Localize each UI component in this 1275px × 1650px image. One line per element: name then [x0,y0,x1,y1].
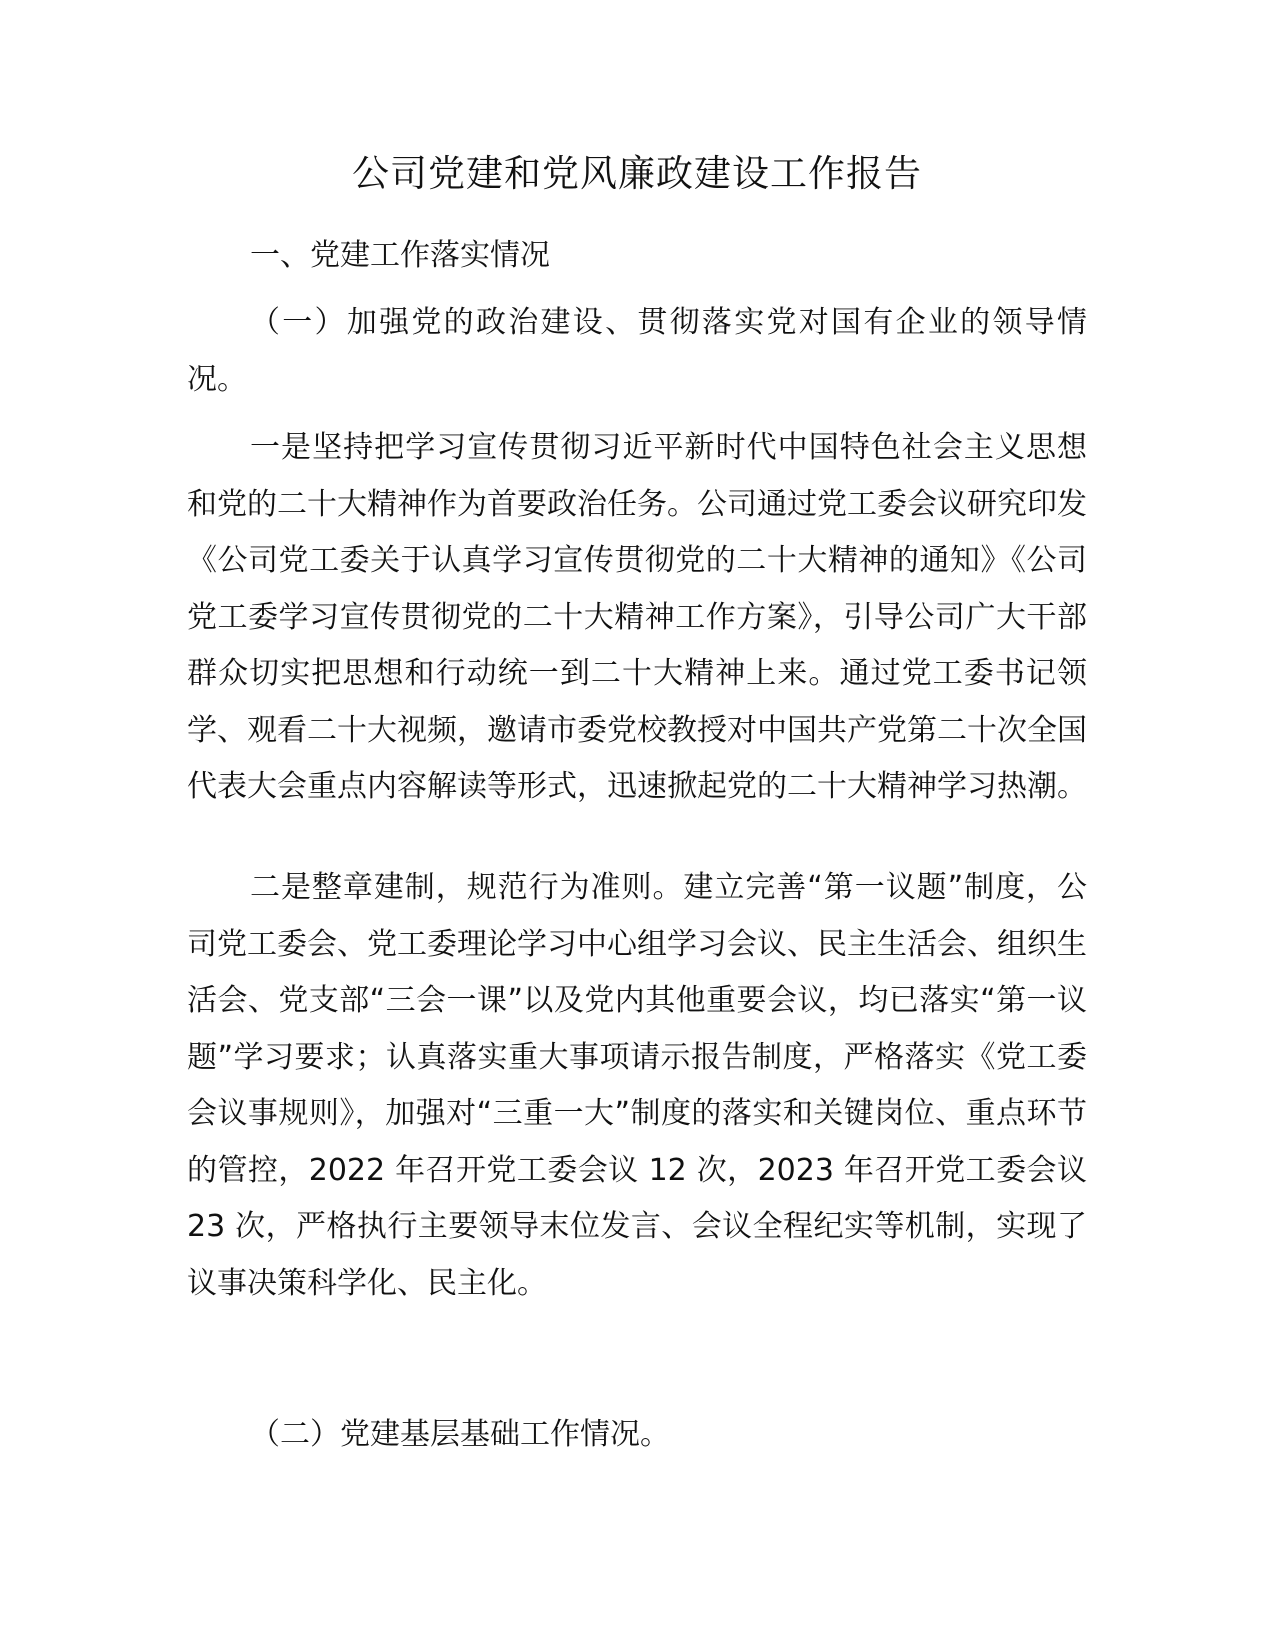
document-title: 公司党建和党风廉政建设工作报告 [352,152,922,195]
subsection-heading: （一）加强党的政治建设、贯彻落实党对国有企业的领导情况。 [187,305,1087,397]
subsection-heading: （二）党建基层基础工作情况。 [250,1417,670,1452]
body-paragraph: 一是坚持把学习宣传贯彻习近平新时代中国特色社会主义思想和党的二十大精神作为首要政治任务。公司通过党工委会议研究印发《公司党工委关于认真学习宣传贯彻党的二十大精神的通知》《公司党工委学习宣传贯彻党的二十大精神工作方案》，引导公司广大干部群众切实把思想和行动统一到二十大精神上来。通过党工委书记领学、观看二十大视频，邀请市委党校教授对中国共产党第二十次全国代表大会重点内容解读等形式，迅速掀起党的二十大精神学习热潮。 [187,430,1087,804]
body-paragraph: 二是整章建制，规范行为准则。建立完善“第一议题”制度，公司党工委会、党工委理论学习中心组学习会议、民主生活会、组织生活会、党支部“三会一课”以及党内其他重要会议，均已落实“第一议题”学习要求；认真落实重大事项请示报告制度，严格落实《党工委会议事规则》，加强对“三重一大”制度的落实和关键岗位、重点环节的管控，2022 年召开党工委会议 12 次，2023 年召开党工委会议 23 次，严格执行主要领导末位发言、会议全程纪实等机制，实现了议事决策科学化、民主化。 [187,870,1087,1301]
section-heading: 一、党建工作落实情况 [250,238,550,273]
